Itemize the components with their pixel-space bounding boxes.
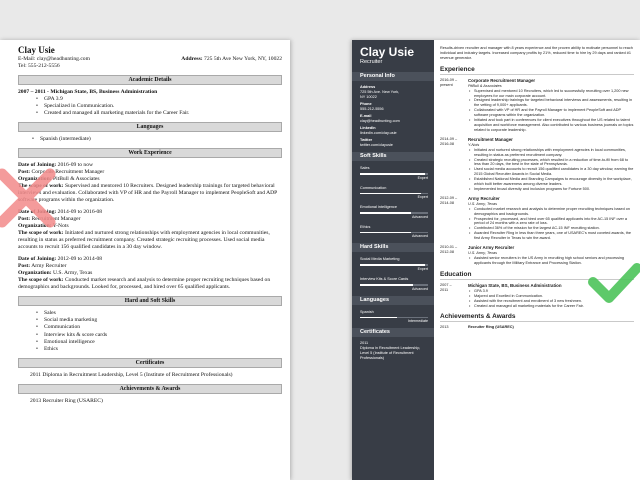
list-item: • Majored and Excelled in Communication. — [474, 294, 634, 299]
entry-org: Y-Nots — [468, 142, 480, 147]
skill-name: Emotional intelligence — [360, 205, 397, 210]
list-item: • Interview kits & score cards — [44, 332, 282, 339]
skill-name: Ethics — [360, 224, 371, 229]
list-item: • Created strategic recruiting processes, which resulted in a reduction of time-to-fill from 68 to less than 20 days, the best in the state of Pennsylvania. — [474, 158, 634, 168]
job-entry: Date of Joining: 2012-09 to 2014-08 Post: Army Recruiter Organization: U.S. Army, Texas The scope of work: Conducted market research and analysis to determine proper recruiting techniques based on demographics and backgrounds. Looked for, processed, and hired over 65 qualified applicants. — [18, 256, 271, 290]
skill-name: Sales — [360, 166, 370, 170]
address-label: Address — [360, 85, 376, 89]
skill-bar-fill — [360, 193, 421, 195]
candidate-name: Clay Usie — [360, 45, 415, 59]
certificate-line: Level 5 (Institute of Recruitment — [360, 351, 414, 356]
skill-bar-fill — [360, 212, 411, 214]
skill-level: Intermediate — [408, 319, 428, 324]
certificate-line: 2011 Diploma in Recruitment Leadership, Level 5 (Institute of Recruitment Professionals) — [30, 372, 233, 379]
skills-list — [18, 310, 282, 353]
list-item: • Created and managed all marketing materials for the Career Fair. — [474, 304, 634, 309]
list-item: • Supervised and mentored 10 Recruiters, which led to successfully recruiting over 1,200 new employees for our main corporate account. — [474, 89, 634, 99]
skill-level: Expert — [417, 175, 428, 180]
list-item: • GPA 3.9 — [44, 96, 282, 103]
list-item: • Sales — [44, 310, 282, 317]
list-item: • Assisted with the recruitment and enrollment of 3 new freshmen. — [474, 299, 634, 304]
entry-date: 2012-09 – 2014-08 — [440, 195, 458, 205]
candidate-name: Clay Usie — [18, 45, 55, 55]
skill-bar — [360, 193, 428, 195]
skill-row — [360, 277, 428, 292]
skill-name: Interview Kits & Score Cards — [360, 276, 409, 281]
section-languages: Languages — [18, 122, 282, 132]
entry-bullets — [468, 148, 634, 192]
hard-skills-list — [360, 257, 428, 291]
section-achievements: Achievements & Awards — [440, 312, 634, 322]
skill-row — [360, 257, 428, 272]
skill-row — [360, 186, 428, 201]
entry-title: Corporate Recruitment Manager — [468, 77, 536, 83]
candidate-role: Recruiter — [360, 59, 383, 65]
entry-bullets — [468, 89, 634, 133]
bad-resume-example — [0, 40, 290, 480]
list-item: • Contributed 36% of the mission for the largest AC-15 INF recruiting station. — [474, 226, 634, 231]
section-experience: Experience — [440, 65, 634, 75]
skill-level: Advanced — [412, 234, 428, 239]
list-item: • Spanish (intermediate) — [40, 136, 282, 143]
achievement-entry — [440, 325, 634, 330]
skill-name: Spanish — [360, 309, 374, 314]
skill-bar — [360, 212, 428, 214]
list-item: • Established National Media and Branding Campaigns to encourage diversity in the workplace, which built better awareness among diverse leaders. — [474, 177, 634, 187]
entry-bullets — [468, 256, 634, 266]
list-item: • Used social media accounts to recruit 156 qualified candidates in a 30 day window, earning the 2015 Global Recruiter Awards in Social Media. — [474, 167, 634, 177]
list-item: • Conducted market research and analysis to determine proper recruiting techniques based on demographics and backgrounds. — [474, 207, 634, 217]
entry-bullets — [468, 207, 634, 241]
certificate-line: Professionals) — [360, 356, 385, 361]
entry-date: 2013 — [440, 325, 449, 330]
entry-org: PitBull & Associates — [468, 83, 502, 88]
entry-date: 2014-09 – 2016-08 — [440, 136, 458, 146]
list-item: • Social media marketing — [44, 317, 282, 324]
languages-list — [18, 136, 282, 143]
skill-level: Expert — [417, 266, 428, 271]
certificate-line: Diploma in Recruitment Leadership, — [360, 346, 421, 351]
list-item: • Assisted senior recruiters in the US Army in recruiting high school seniors and processing applicants through the Military Entrance and Processing Station. — [474, 256, 634, 266]
list-item: • Prospected for, processed, and hired over 65 qualified applicants into the AC-15 INF over a period of 24 months with a zero rate of loss. — [474, 217, 634, 227]
linkedin-value: linkedin.com/clay.usie — [360, 131, 397, 135]
experience-entry — [440, 78, 634, 133]
section-certificates: Certificates — [18, 358, 282, 368]
list-item: • Specialized in Communication. — [44, 103, 282, 110]
phone-value: 555-212-5556 — [360, 107, 384, 111]
skill-row — [360, 205, 428, 220]
contact-line — [18, 56, 282, 63]
twitter-label: Twitter — [360, 138, 373, 142]
languages-list — [360, 310, 428, 325]
skill-bar-fill — [360, 232, 411, 234]
list-item: • Created and managed all marketing materials for the Career Fair. — [44, 110, 282, 117]
academic-line: 2007 – 2011 - Michigan State, BS, Business Administration — [18, 89, 158, 95]
list-item: • Initiated and nurtured strong relationships with employment agencies in local communities, resulting in status as preferred recruitment company. — [474, 148, 634, 158]
skill-bar-fill — [360, 317, 397, 319]
address-line: 725 5th Ave. New York, — [360, 90, 400, 94]
section-work: Work Experience — [18, 148, 282, 158]
entry-title: Junior Army Recruiter — [468, 245, 515, 251]
section-skills: Hard and Soft Skills — [18, 296, 282, 306]
skill-row — [360, 166, 428, 181]
achievement-line: 2013 Recruiter Ring (USAREC) — [30, 398, 103, 405]
skill-row — [360, 310, 428, 325]
education-bullets — [468, 289, 634, 309]
skill-level: Advanced — [412, 286, 428, 291]
entry-org: U.S. Army, Texas — [468, 201, 497, 206]
list-item: • GPA 3.9 — [474, 289, 634, 294]
soft-skills-list — [360, 166, 428, 239]
experience-list — [440, 78, 634, 266]
email-text: E-Mail: clay@headhunting.com — [18, 56, 90, 62]
phone-label: Phone — [360, 102, 372, 106]
address-line: NY 10022 — [360, 95, 377, 99]
twitter-value: twitter.com/clayusie — [360, 143, 393, 147]
job-entry: Date of Joining: 2016-09 to now Post: Corporate Recruitment Manager Organization: PitBull & Associates The scope of work: Supervised and mentored 10 Recruiters. Designed leadership trainings for targeted behavioral interviews and evaluation. Collaborated with VP of HR and the Payroll Manager to implement PeopleSoft and ADP software programs within the organization. — [18, 162, 278, 203]
list-item: • Ethics — [44, 346, 282, 353]
experience-entry — [440, 137, 634, 192]
email-label: E-mail — [360, 114, 372, 118]
entry-title: Army Recruiter — [468, 195, 500, 201]
entry-title: Michigan State, BS, Business Administration — [468, 282, 562, 288]
section-certificates: Certificates — [352, 328, 434, 337]
skill-name: Communication — [360, 185, 387, 190]
good-resume-example — [352, 40, 640, 480]
entry-title: Recruiter Ring (USAREC) — [468, 325, 514, 330]
section-languages: Languages — [352, 296, 434, 305]
email-value: clay@headhunting.com — [360, 119, 400, 123]
skill-bar-fill — [360, 264, 425, 266]
section-personal-info: Personal Info — [352, 72, 434, 81]
summary-text: Results-driven recruiter and manager with 8 years experience and the proven ability to motivate personnel to reach individual and industry targets. Increased company profits by 21%, reduced time to hire by 29 days and ranked #1 revenue generator. — [440, 46, 633, 60]
skill-bar-fill — [360, 173, 425, 175]
skill-bar — [360, 264, 428, 266]
academic-list — [18, 96, 282, 117]
section-academic: Academic Details — [18, 75, 282, 85]
certificate-year: 2011 — [360, 341, 369, 346]
skill-level: Advanced — [412, 214, 428, 219]
skill-bar — [360, 232, 428, 234]
section-soft-skills: Soft Skills — [352, 152, 434, 161]
entry-date: 2007 – 2011 — [440, 282, 452, 292]
entry-date: 2016-09 – present — [440, 77, 458, 87]
education-entry — [440, 283, 634, 309]
skill-row — [360, 225, 428, 240]
phone-text: Tel: 555-212-5556 — [18, 63, 60, 69]
entry-title: Recruitment Manager — [468, 136, 513, 142]
list-item: • Initiated and took part in conferences for client executives throughout the US related to talent acquisition and workforce management. Also contributed to various business journals on topics related to corporate leadership. — [474, 118, 634, 133]
section-achievements: Achievements & Awards — [18, 384, 282, 394]
list-item: • Collaborated with VP of HR and the Payroll Manager to implement PeopleSoft and ADP software programs within the organization. — [474, 108, 634, 118]
skill-bar-fill — [360, 284, 413, 286]
skill-name: Social Media Marketing — [360, 257, 400, 262]
list-item: • Designed leadership trainings for targeted behavioral interviews and assessments, resulting in the vetting of 9,000+ applicants. — [474, 98, 634, 108]
skill-level: Expert — [417, 195, 428, 200]
list-item: • Implemented broad diversity and inclusion programs for Fortune 500. — [474, 187, 634, 192]
list-item: • Awarded Recruiter Ring in less than three years, one of USAREC's most coveted awards, the first Army Recruiter in Texas to win the award. — [474, 231, 634, 241]
list-item: • Communication — [44, 324, 282, 331]
experience-entry — [440, 245, 634, 266]
list-item: • Emotional intelligence — [44, 339, 282, 346]
experience-entry — [440, 196, 634, 241]
linkedin-label: LinkedIn — [360, 126, 376, 130]
section-hard-skills: Hard Skills — [352, 243, 434, 252]
resume-sidebar — [352, 40, 434, 480]
skill-bar — [360, 284, 428, 286]
job-entry: Date of Joining: 2014-09 to 2016-08 Post: Recruitment Manager Organization: Y-Nots The scope of work: Initiated and nurtured strong relationships with employment agencies in local communities, resulting in status as preferred recruitment company. Created strategic recruiting processes. Used social media accounts to recruit 156 qualified candidates in a 30 day window. — [18, 209, 270, 250]
entry-org: U.S. Army, Texas — [468, 251, 497, 256]
entry-date: 2010-01 – 2012-08 — [440, 245, 458, 254]
resume-main — [440, 46, 634, 334]
skill-bar — [360, 173, 428, 175]
skill-bar — [360, 317, 428, 319]
section-education: Education — [440, 270, 634, 280]
address-text: Address: 725 5th Ave New York, NY, 10022 — [181, 56, 282, 62]
